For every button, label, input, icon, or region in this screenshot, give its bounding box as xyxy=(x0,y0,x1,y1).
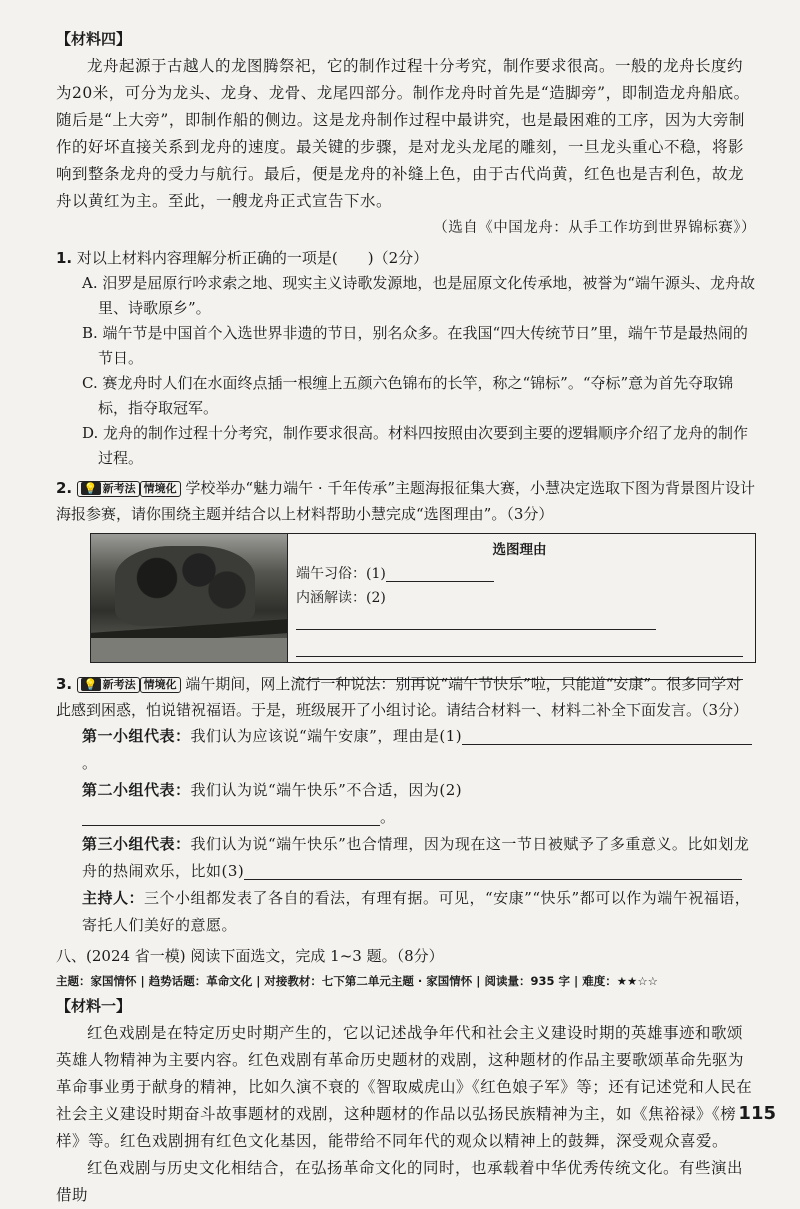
scenario-tag: 情境化 xyxy=(140,481,181,497)
reason-title: 选图理由 xyxy=(492,542,547,558)
host-speech: 主持人：三个小组都发表了各自的看法，有理有据。可见，“安康”“快乐”都可以作为端午祝福语，寄托人们美好的意愿。 xyxy=(82,889,751,934)
material1-para-1: 红色戏剧是在特定历史时期产生的，它以记述战争年代和社会主义建设时期的英雄事迹和歌颂英雄人物精神为主要内容。红色戏剧有革命历史题材的戏剧，这种题材的作品主要歌颂革命先驱为革命事业勇于献身的精神，比如久演不衰的《智取威虎山》《红色娘子军》等；还有记述党和人民在社会主义建设时期奋斗故事题材的戏剧，这种题材的作品以弘扬民族精神为主，如《焦裕禄》《榜样》等。红色戏剧拥有红色文化基因，能带给不同年代的观众以精神上的鼓舞，深受观众喜爱。 xyxy=(56,1024,753,1150)
material4-source: （选自《中国龙舟：从手工作坊到世界锦标赛》） xyxy=(433,220,756,236)
group-1-speech: 第一小组代表：我们认为应该说“端午安康”，理由是(1)。 xyxy=(82,723,756,777)
option-b[interactable]: B. 端午节是中国首个入选世界非遗的节日，别名众多。在我国“四大传统节日”里，端午节是最热闹的节日。 xyxy=(82,324,748,367)
question-1-number: 1. xyxy=(56,249,73,267)
reason-line-1: 端午习俗：(1) xyxy=(296,562,743,586)
section-8-title: 八、(2024 省一模) 阅读下面选文，完成 1~3 题。（8分） xyxy=(56,947,444,965)
question-2-number: 2. xyxy=(56,479,73,497)
answer-blank-2[interactable] xyxy=(296,611,656,630)
scenario-tag: 情境化 xyxy=(140,677,181,693)
answer-blank-1[interactable] xyxy=(386,563,494,582)
material4-text: 龙舟起源于古越人的龙图腾祭祀，它的制作过程十分考究，制作要求很高。一般的龙舟长度约为20米，可分为龙头、龙身、龙骨、龙尾四部分。制作龙舟时首先是“造脚旁”，即制造龙舟船底。随后是“上大旁”，即制作船的侧边。这是龙舟制作过程中最讲究，也是最困难的工序，因为大旁制作的好坏直接关系到龙舟的速度。最关键的步骤，是对龙头龙尾的雕刻，一旦龙头重心不稳，将影响到整条龙舟的受力与航行。最后，便是龙舟的补缝上色，由于古代尚黄，红色也是吉利色，故龙舟以黄红为主。至此，一艘龙舟正式宣告下水。 xyxy=(56,57,750,210)
section-8-meta: 主题：家国情怀 | 趋势话题：革命文化 | 对接教材：七下第二单元主题 · 家国情怀 | 阅读量：935 字 | 难度：★★☆☆ xyxy=(56,974,658,988)
option-c[interactable]: C. 赛龙舟时人们在水面终点插一根缠上五颜六色锦布的长竿，称之“锦标”。“夺标”意为首先夺取锦标，指夺取冠军。 xyxy=(82,374,734,417)
question-1 xyxy=(56,245,756,271)
question-1-stem: 对以上材料内容理解分析正确的一项是( )（2分） xyxy=(76,249,429,267)
bulb-icon: 💡 xyxy=(81,678,101,691)
reason-panel xyxy=(288,534,755,662)
answer-blank-q3-3[interactable] xyxy=(244,861,742,880)
answer-line-3[interactable] xyxy=(296,634,743,657)
group-3-speech: 第三小组代表：我们认为说“端午快乐”也合情理，因为现在这一节日被赋予了多重意义。比如划龙舟的热闹欢乐，比如(3) xyxy=(82,835,750,880)
material1-header: 【材料一】 xyxy=(56,997,132,1015)
material1-para-2: 红色戏剧与历史文化相结合，在弘扬革命文化的同时，也承载着中华优秀传统文化。有些演出借助 xyxy=(56,1159,744,1204)
dragon-boat-photo xyxy=(91,534,288,662)
question-3 xyxy=(56,671,756,723)
question-2 xyxy=(56,475,756,527)
answer-blank-q3-1[interactable] xyxy=(462,726,752,745)
page-content xyxy=(56,26,756,1209)
question-2-stem: 学校举办“魅力端午 · 千年传承”主题海报征集大赛，小慧决定选取下图为背景图片设计海报参赛，请你围绕主题并结合以上材料帮助小慧完成“选图理由”。（3分） xyxy=(56,479,756,523)
group-2-speech: 第二小组代表：我们认为说“端午快乐”不合适，因为(2)。 xyxy=(82,781,463,826)
page-number: 115 xyxy=(738,1103,776,1124)
option-a[interactable]: A. 汨罗是屈原行吟求索之地、现实主义诗歌发源地，也是屈原文化传承地，被誉为“端午源头、龙舟故里、诗歌原乡”。 xyxy=(82,274,756,317)
question-3-number: 3. xyxy=(56,675,73,693)
new-method-tag: 💡 新考法 xyxy=(77,481,140,497)
answer-blank-q3-2[interactable] xyxy=(82,807,380,826)
poster-reason-box xyxy=(90,533,756,663)
material4-header: 【材料四】 xyxy=(56,30,132,48)
new-method-tag: 💡 新考法 xyxy=(77,677,140,693)
option-d[interactable]: D. 龙舟的制作过程十分考究，制作要求很高。材料四按照由次要到主要的逻辑顺序介绍了龙舟的制作过程。 xyxy=(82,424,749,467)
question-3-stem: 端午期间，网上流行一种说法：别再说“端午节快乐”啦，只能道“安康”。很多同学对此感到困惑，怕说错祝福语。于是，班级展开了小组讨论。请结合材料一、材料二补全下面发言。（3分） xyxy=(56,675,749,719)
reason-line-2: 内涵解读：(2) xyxy=(296,586,743,634)
bulb-icon: 💡 xyxy=(81,482,101,495)
